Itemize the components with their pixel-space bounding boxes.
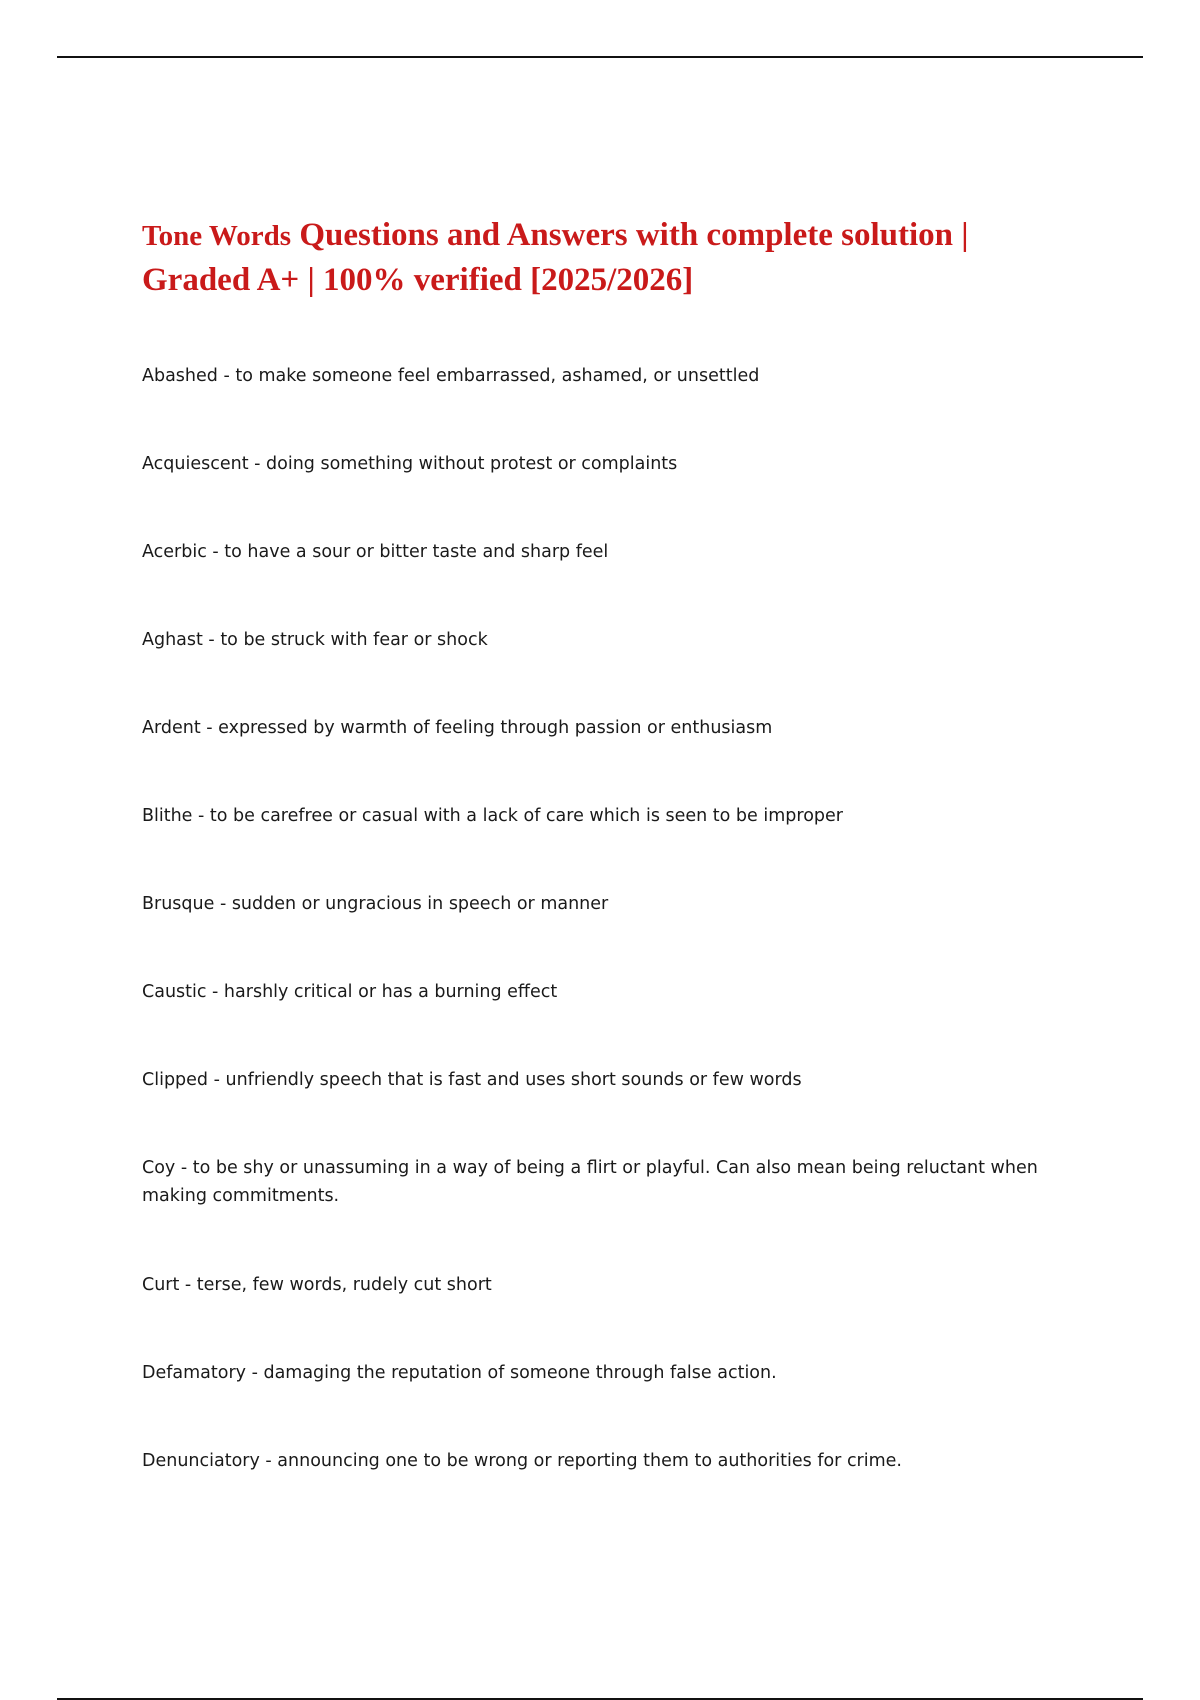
term-entry: Caustic - harshly critical or has a burning effect bbox=[142, 982, 558, 1002]
document-title bbox=[142, 213, 1072, 302]
term-entry: Clipped - unfriendly speech that is fast and uses short sounds or few words bbox=[142, 1070, 802, 1090]
title-lead: Tone Words bbox=[142, 220, 292, 252]
term-list bbox=[142, 362, 1042, 1535]
term-entry: Ardent - expressed by warmth of feeling through passion or enthusiasm bbox=[142, 718, 773, 738]
header-rule bbox=[57, 56, 1143, 58]
title-rest: Questions and Answers with complete solution | Graded A+ | 100% verified [2025/2026] bbox=[142, 217, 969, 298]
term-entry: Brusque - sudden or ungracious in speech or manner bbox=[142, 894, 609, 914]
term-entry: Aghast - to be struck with fear or shock bbox=[142, 630, 488, 650]
term-entry: Acerbic - to have a sour or bitter taste and sharp feel bbox=[142, 542, 609, 562]
term-entry: Blithe - to be carefree or casual with a lack of care which is seen to be improper bbox=[142, 806, 843, 826]
term-entry: Denunciatory - announcing one to be wrong or reporting them to authorities for crime. bbox=[142, 1451, 902, 1471]
term-entry: Coy - to be shy or unassuming in a way of being a flirt or playful. Can also mean being reluctant when making commitments. bbox=[142, 1158, 1038, 1206]
term-entry: Acquiescent - doing something without protest or complaints bbox=[142, 454, 678, 474]
term-entry: Defamatory - damaging the reputation of someone through false action. bbox=[142, 1363, 777, 1383]
term-entry: Curt - terse, few words, rudely cut short bbox=[142, 1275, 492, 1295]
term-entry: Abashed - to make someone feel embarrassed, ashamed, or unsettled bbox=[142, 366, 760, 386]
